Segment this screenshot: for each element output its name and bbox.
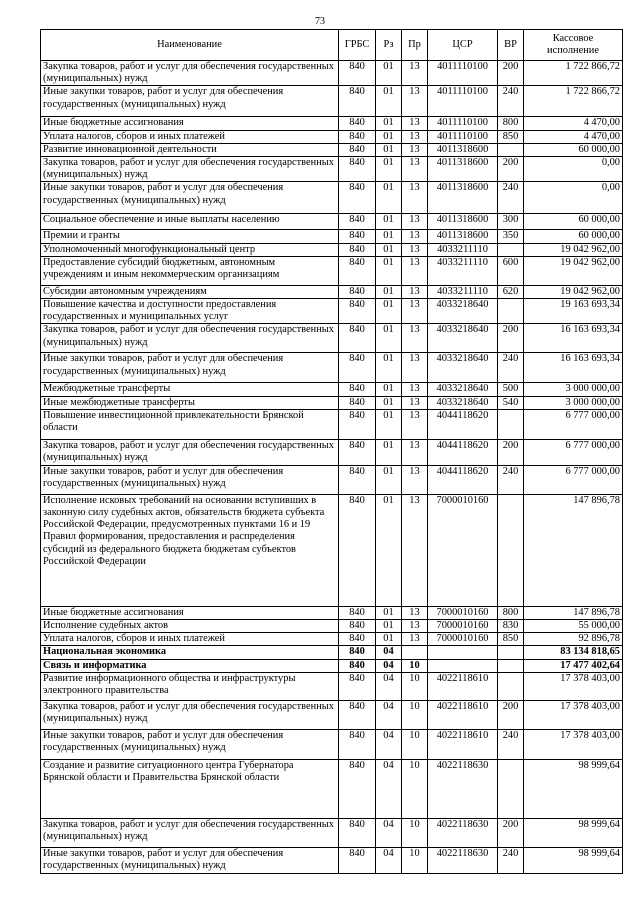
table-row [41, 299, 623, 324]
cell-grbs: 840 [339, 672, 376, 700]
cell-pr: 10 [402, 700, 428, 729]
cell-name: Иные бюджетные ассигнования [41, 117, 339, 130]
cell-csr: 4011318600 [428, 182, 498, 214]
table-row [41, 729, 623, 759]
cell-amount: 17 477 402,64 [524, 659, 623, 672]
cell-vr: 800 [498, 606, 524, 619]
cell-rz: 01 [376, 157, 402, 182]
cell-amount: 3 000 000,00 [524, 383, 623, 396]
cell-grbs: 840 [339, 818, 376, 847]
cell-name: Премии и гранты [41, 230, 339, 243]
cell-grbs: 840 [339, 299, 376, 324]
cell-name: Развитие информационного общества и инфраструктуры электронного правительства [41, 672, 339, 700]
table-row [41, 606, 623, 619]
cell-name: Уполномоченный многофункциональный центр [41, 243, 339, 256]
cell-csr [428, 646, 498, 659]
cell-grbs: 840 [339, 700, 376, 729]
cell-name: Иные бюджетные ассигнования [41, 606, 339, 619]
table-row [41, 324, 623, 353]
table-row [41, 659, 623, 672]
cell-grbs: 840 [339, 729, 376, 759]
table-row [41, 243, 623, 256]
cell-vr: 620 [498, 285, 524, 298]
cell-rz: 01 [376, 633, 402, 646]
cell-rz: 01 [376, 214, 402, 230]
cell-rz: 04 [376, 646, 402, 659]
budget-table [40, 29, 623, 874]
table-row [41, 672, 623, 700]
table-row [41, 847, 623, 873]
cell-rz: 01 [376, 606, 402, 619]
header-grbs: ГРБС [339, 30, 376, 61]
cell-name: Повышение инвестиционной привлекательности Брянской области [41, 409, 339, 439]
cell-vr: 200 [498, 61, 524, 86]
cell-csr: 4033211110 [428, 256, 498, 285]
cell-name: Закупка товаров, работ и услуг для обеспечения государственных (муниципальных) нужд [41, 324, 339, 353]
cell-name: Уплата налогов, сборов и иных платежей [41, 130, 339, 143]
cell-amount: 6 777 000,00 [524, 439, 623, 465]
table-header-row [41, 30, 623, 61]
cell-amount: 83 134 818,65 [524, 646, 623, 659]
cell-vr [498, 646, 524, 659]
table-row [41, 61, 623, 86]
cell-name: Закупка товаров, работ и услуг для обеспечения государственных (муниципальных) нужд [41, 157, 339, 182]
cell-vr: 540 [498, 396, 524, 409]
cell-vr: 300 [498, 214, 524, 230]
cell-pr: 10 [402, 672, 428, 700]
cell-csr: 4011318600 [428, 230, 498, 243]
cell-vr: 600 [498, 256, 524, 285]
cell-csr: 4033218640 [428, 299, 498, 324]
cell-grbs: 840 [339, 117, 376, 130]
cell-grbs: 840 [339, 383, 376, 396]
cell-grbs: 840 [339, 759, 376, 818]
cell-vr: 240 [498, 847, 524, 873]
cell-rz: 01 [376, 324, 402, 353]
cell-name: Повышение качества и доступности предоставления государственных и муниципальных услуг [41, 299, 339, 324]
cell-csr: 4011110100 [428, 130, 498, 143]
cell-vr: 830 [498, 620, 524, 633]
cell-csr: 4033211110 [428, 243, 498, 256]
cell-grbs: 840 [339, 465, 376, 494]
cell-csr: 4044118620 [428, 409, 498, 439]
table-body [41, 61, 623, 874]
cell-csr: 4022118630 [428, 818, 498, 847]
cell-rz: 01 [376, 465, 402, 494]
cell-name: Иные закупки товаров, работ и услуг для обеспечения государственных (муниципальных) нужд [41, 729, 339, 759]
cell-grbs: 840 [339, 157, 376, 182]
cell-csr: 4033218640 [428, 396, 498, 409]
cell-rz: 01 [376, 285, 402, 298]
table-row [41, 759, 623, 818]
table-row [41, 439, 623, 465]
cell-amount: 147 896,78 [524, 494, 623, 606]
cell-pr: 13 [402, 620, 428, 633]
cell-amount: 17 378 403,00 [524, 672, 623, 700]
cell-name: Создание и развитие ситуационного центра Губернатора Брянской области и Правительства Брянской области [41, 759, 339, 818]
cell-amount: 3 000 000,00 [524, 396, 623, 409]
cell-name: Связь и информатика [41, 659, 339, 672]
cell-pr: 13 [402, 243, 428, 256]
cell-amount: 17 378 403,00 [524, 729, 623, 759]
cell-csr: 7000010160 [428, 620, 498, 633]
cell-vr [498, 672, 524, 700]
cell-pr: 13 [402, 143, 428, 156]
cell-rz: 01 [376, 117, 402, 130]
cell-pr: 13 [402, 606, 428, 619]
cell-amount: 60 000,00 [524, 214, 623, 230]
cell-csr: 4011110100 [428, 61, 498, 86]
cell-csr [428, 659, 498, 672]
cell-vr [498, 299, 524, 324]
table-row [41, 383, 623, 396]
cell-vr: 200 [498, 700, 524, 729]
cell-pr: 10 [402, 818, 428, 847]
cell-rz: 01 [376, 256, 402, 285]
cell-amount: 6 777 000,00 [524, 465, 623, 494]
cell-csr: 4022118610 [428, 672, 498, 700]
cell-rz: 01 [376, 230, 402, 243]
cell-amount: 98 999,64 [524, 847, 623, 873]
cell-grbs: 840 [339, 633, 376, 646]
table-row [41, 700, 623, 729]
cell-amount: 55 000,00 [524, 620, 623, 633]
header-pr: Пр [402, 30, 428, 61]
cell-rz: 01 [376, 409, 402, 439]
cell-rz: 01 [376, 299, 402, 324]
cell-pr: 13 [402, 256, 428, 285]
cell-amount: 60 000,00 [524, 143, 623, 156]
cell-rz: 04 [376, 700, 402, 729]
cell-grbs: 840 [339, 256, 376, 285]
cell-pr: 13 [402, 383, 428, 396]
cell-name: Уплата налогов, сборов и иных платежей [41, 633, 339, 646]
cell-amount: 92 896,78 [524, 633, 623, 646]
cell-pr: 13 [402, 396, 428, 409]
cell-grbs: 840 [339, 847, 376, 873]
cell-amount: 4 470,00 [524, 130, 623, 143]
cell-grbs: 840 [339, 285, 376, 298]
table-row [41, 182, 623, 214]
cell-grbs: 840 [339, 143, 376, 156]
cell-vr: 200 [498, 157, 524, 182]
cell-vr [498, 243, 524, 256]
cell-csr: 4033211110 [428, 285, 498, 298]
cell-grbs: 840 [339, 606, 376, 619]
cell-rz: 01 [376, 243, 402, 256]
cell-name: Закупка товаров, работ и услуг для обеспечения государственных (муниципальных) нужд [41, 700, 339, 729]
cell-csr: 4033218640 [428, 353, 498, 383]
cell-name: Предоставление субсидий бюджетным, автономным учреждениям и иным некоммерческим организациям [41, 256, 339, 285]
cell-name: Социальное обеспечение и иные выплаты населению [41, 214, 339, 230]
cell-name: Иные закупки товаров, работ и услуг для обеспечения государственных (муниципальных) нужд [41, 182, 339, 214]
cell-amount: 16 163 693,34 [524, 324, 623, 353]
cell-amount: 6 777 000,00 [524, 409, 623, 439]
cell-vr: 200 [498, 439, 524, 465]
cell-vr [498, 409, 524, 439]
cell-name: Закупка товаров, работ и услуг для обеспечения государственных (муниципальных) нужд [41, 439, 339, 465]
cell-csr: 7000010160 [428, 494, 498, 606]
cell-name: Субсидии автономным учреждениям [41, 285, 339, 298]
cell-pr: 13 [402, 353, 428, 383]
cell-amount: 4 470,00 [524, 117, 623, 130]
cell-rz: 04 [376, 729, 402, 759]
cell-pr: 13 [402, 130, 428, 143]
cell-name: Иные межбюджетные трансферты [41, 396, 339, 409]
cell-pr: 13 [402, 465, 428, 494]
cell-pr: 13 [402, 86, 428, 117]
cell-pr: 10 [402, 759, 428, 818]
cell-vr: 200 [498, 818, 524, 847]
cell-grbs: 840 [339, 86, 376, 117]
cell-amount: 19 042 962,00 [524, 256, 623, 285]
cell-vr: 850 [498, 130, 524, 143]
cell-rz: 01 [376, 439, 402, 465]
cell-csr: 7000010160 [428, 633, 498, 646]
table-row [41, 130, 623, 143]
table-row [41, 230, 623, 243]
cell-pr: 13 [402, 285, 428, 298]
cell-name: Развитие инновационной деятельности [41, 143, 339, 156]
cell-vr: 500 [498, 383, 524, 396]
cell-vr [498, 659, 524, 672]
cell-pr: 13 [402, 230, 428, 243]
cell-pr: 13 [402, 214, 428, 230]
cell-rz: 01 [376, 383, 402, 396]
cell-grbs: 840 [339, 243, 376, 256]
cell-grbs: 840 [339, 396, 376, 409]
cell-csr: 4022118630 [428, 847, 498, 873]
cell-name: Межбюджетные трансферты [41, 383, 339, 396]
cell-vr: 240 [498, 353, 524, 383]
cell-csr: 4011110100 [428, 117, 498, 130]
table-row [41, 214, 623, 230]
cell-pr: 13 [402, 324, 428, 353]
cell-pr: 10 [402, 659, 428, 672]
cell-vr [498, 143, 524, 156]
cell-grbs: 840 [339, 439, 376, 465]
header-amount: Кассовое исполнение [524, 30, 623, 61]
cell-grbs: 840 [339, 353, 376, 383]
cell-vr: 800 [498, 117, 524, 130]
cell-amount: 0,00 [524, 157, 623, 182]
table-row [41, 157, 623, 182]
cell-csr: 4022118610 [428, 700, 498, 729]
cell-rz: 04 [376, 759, 402, 818]
cell-pr: 13 [402, 61, 428, 86]
table-row [41, 409, 623, 439]
header-name: Наименование [41, 30, 339, 61]
cell-rz: 01 [376, 143, 402, 156]
cell-csr: 4044118620 [428, 439, 498, 465]
cell-rz: 01 [376, 86, 402, 117]
cell-grbs: 840 [339, 324, 376, 353]
cell-csr: 4022118610 [428, 729, 498, 759]
cell-csr: 4033218640 [428, 383, 498, 396]
cell-vr [498, 494, 524, 606]
table-row [41, 620, 623, 633]
cell-amount: 60 000,00 [524, 230, 623, 243]
cell-vr [498, 759, 524, 818]
cell-csr: 7000010160 [428, 606, 498, 619]
cell-vr: 240 [498, 86, 524, 117]
cell-grbs: 840 [339, 646, 376, 659]
cell-name: Закупка товаров, работ и услуг для обеспечения государственных (муниципальных) нужд [41, 818, 339, 847]
cell-amount: 98 999,64 [524, 759, 623, 818]
cell-pr: 13 [402, 182, 428, 214]
cell-csr: 4011318600 [428, 157, 498, 182]
header-csr: ЦСР [428, 30, 498, 61]
cell-name: Национальная экономика [41, 646, 339, 659]
cell-pr: 13 [402, 409, 428, 439]
cell-vr: 240 [498, 729, 524, 759]
table-row [41, 285, 623, 298]
cell-name: Иные закупки товаров, работ и услуг для обеспечения государственных (муниципальных) нужд [41, 353, 339, 383]
cell-vr: 240 [498, 465, 524, 494]
cell-csr: 4022118630 [428, 759, 498, 818]
cell-grbs: 840 [339, 620, 376, 633]
cell-pr: 13 [402, 633, 428, 646]
cell-pr: 13 [402, 157, 428, 182]
cell-name: Иные закупки товаров, работ и услуг для обеспечения государственных (муниципальных) нужд [41, 465, 339, 494]
cell-rz: 01 [376, 61, 402, 86]
cell-amount: 0,00 [524, 182, 623, 214]
cell-grbs: 840 [339, 182, 376, 214]
cell-pr [402, 646, 428, 659]
cell-amount: 98 999,64 [524, 818, 623, 847]
cell-grbs: 840 [339, 61, 376, 86]
cell-rz: 01 [376, 620, 402, 633]
cell-pr: 13 [402, 299, 428, 324]
cell-amount: 19 163 693,34 [524, 299, 623, 324]
cell-name: Иные закупки товаров, работ и услуг для обеспечения государственных (муниципальных) нужд [41, 86, 339, 117]
cell-amount: 16 163 693,34 [524, 353, 623, 383]
cell-grbs: 840 [339, 494, 376, 606]
header-vr: ВР [498, 30, 524, 61]
cell-name: Иные закупки товаров, работ и услуг для обеспечения государственных (муниципальных) нужд [41, 847, 339, 873]
cell-rz: 01 [376, 494, 402, 606]
cell-pr: 10 [402, 847, 428, 873]
cell-grbs: 840 [339, 214, 376, 230]
cell-pr: 10 [402, 729, 428, 759]
table-row [41, 818, 623, 847]
table-row [41, 143, 623, 156]
table-row [41, 633, 623, 646]
cell-rz: 01 [376, 130, 402, 143]
cell-csr: 4011318600 [428, 143, 498, 156]
cell-pr: 13 [402, 494, 428, 606]
cell-rz: 04 [376, 672, 402, 700]
table-row [41, 494, 623, 606]
cell-name: Закупка товаров, работ и услуг для обеспечения государственных (муниципальных) нужд [41, 61, 339, 86]
page-number: 73 [315, 16, 325, 27]
cell-rz: 01 [376, 396, 402, 409]
cell-pr: 13 [402, 117, 428, 130]
table-row [41, 396, 623, 409]
cell-name: Исполнение исковых требований на основании вступивших в законную силу судебных актов, обязательств бюджета субъекта Российской Федерации, предусмотренных пунктами 16 и 19 Правил формирования, предоставления и распределения субсидий из федерального бюджета бюджетам субъектов Российской Федерации [41, 494, 339, 606]
table-row [41, 117, 623, 130]
cell-pr: 13 [402, 439, 428, 465]
cell-rz: 04 [376, 659, 402, 672]
cell-amount: 1 722 866,72 [524, 61, 623, 86]
cell-grbs: 840 [339, 130, 376, 143]
cell-name: Исполнение судебных актов [41, 620, 339, 633]
cell-vr: 350 [498, 230, 524, 243]
table-row [41, 646, 623, 659]
cell-vr: 240 [498, 182, 524, 214]
cell-grbs: 840 [339, 409, 376, 439]
cell-csr: 4033218640 [428, 324, 498, 353]
header-rz: Рз [376, 30, 402, 61]
cell-csr: 4011318600 [428, 214, 498, 230]
cell-vr: 850 [498, 633, 524, 646]
table-row [41, 353, 623, 383]
cell-csr: 4011110100 [428, 86, 498, 117]
cell-grbs: 840 [339, 659, 376, 672]
cell-vr: 200 [498, 324, 524, 353]
cell-amount: 19 042 962,00 [524, 285, 623, 298]
table-row [41, 256, 623, 285]
cell-amount: 17 378 403,00 [524, 700, 623, 729]
cell-amount: 19 042 962,00 [524, 243, 623, 256]
cell-amount: 1 722 866,72 [524, 86, 623, 117]
cell-amount: 147 896,78 [524, 606, 623, 619]
cell-rz: 04 [376, 818, 402, 847]
table-row [41, 86, 623, 117]
cell-csr: 4044118620 [428, 465, 498, 494]
cell-rz: 01 [376, 353, 402, 383]
table-row [41, 465, 623, 494]
cell-rz: 01 [376, 182, 402, 214]
cell-grbs: 840 [339, 230, 376, 243]
cell-rz: 04 [376, 847, 402, 873]
